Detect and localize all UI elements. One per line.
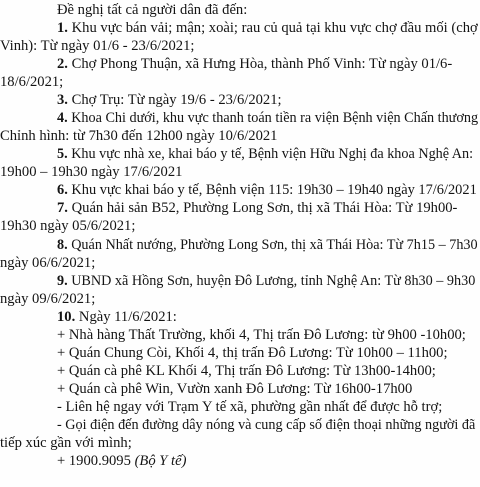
item-number: 10. [57,308,76,325]
item-number: 7. [57,200,68,217]
item-text: Quán Nhất nướng, Phường Long Sơn, thị xã Thái Hòa: Từ 7h15 – 7h30 [71,236,478,253]
item-text-continuation: 19h00 – 19h30 ngày 17/6/2021 [0,164,183,181]
item-number: 8. [57,236,68,253]
list-item-3 [57,90,282,110]
item-text: Khoa Chi dưới, khu vực thanh toán tiền ra viện Bệnh viện Chấn thương [71,110,479,127]
sub-item-1: + Nhà hàng Thất Trường, khối 4, Thị trấn Đô Lương: từ 9h00 -10h00; [57,326,466,343]
hotline-number: + 1900.9095 [57,452,131,469]
item-number: 9. [57,272,68,289]
item-text: Chợ Phong Thuận, xã Hưng Hòa, thành Phố Vinh: Từ ngày 01/6- [71,56,453,73]
item-text-continuation: ngày 06/6/2021; [0,254,96,271]
advice-item-2: - Gọi điện đến đường dây nóng và cung cấp số điện thoại những người đã [57,416,476,433]
item-number: 6. [57,182,68,199]
item-text-continuation: Vinh): Từ ngày 01/6 - 23/6/2021; [0,38,195,55]
item-number: 2. [57,56,68,73]
list-item-4 [57,108,478,128]
item-text: Khu vực nhà xe, khai báo y tế, Bệnh viện Hữu Nghị đa khoa Nghệ An: [71,146,474,163]
list-item-5 [57,144,473,164]
item-number: 4. [57,110,68,127]
list-item-6 [57,180,477,200]
advice-item-2-continuation: tiếp xúc gần với mình; [0,434,132,451]
item-number: 1. [57,20,68,37]
intro-text: Đề nghị tất cả người dân đã đến: [57,2,248,18]
item-number: 3. [57,92,68,109]
list-item-10 [57,307,177,327]
hotline-source: (Bộ Y tế) [134,452,187,469]
item-text: Quán hải sản B52, Phường Long Sơn, thị xã Thái Hòa: Từ 19h00- [71,200,458,217]
sub-item-4: + Quán cà phê Win, Vườn xanh Đô Lương: Từ 16h00-17h00 [57,380,413,397]
item-text-continuation: 18/6/2021; [0,74,64,91]
item-text: Chợ Trụ: Từ ngày 19/6 - 23/6/2021; [71,92,282,109]
list-item-1 [57,18,478,38]
item-text: Ngày 11/6/2021: [78,308,177,325]
sub-item-2: + Quán Chung Còi, Khối 4, thị trấn Đô Lương: Từ 10h00 – 11h00; [57,344,448,361]
list-item-8 [57,235,478,255]
item-text: UBND xã Hồng Sơn, huyện Đô Lương, tỉnh Nghệ An: Từ 8h30 – 9h30 [71,272,476,289]
item-text: Khu vực bán vải; mận; xoài; rau củ quả tại khu vực chợ đầu mối (chợ [71,20,478,37]
list-item-7 [57,198,457,218]
list-item-2 [57,54,452,74]
item-text-continuation: ngày 09/6/2021; [0,290,96,307]
sub-item-3: + Quán cà phê KL Khối 4, Thị trấn Đô Lương: Từ 13h00-14h00; [57,362,436,379]
item-text: Khu vực khai báo y tế, Bệnh viện 115: 19h30 – 19h40 ngày 17/6/2021 [71,182,477,199]
hotline [57,451,186,471]
item-text-continuation: 19h30 ngày 05/6/2021; [0,218,136,235]
item-text-continuation: Chỉnh hình: từ 7h30 đến 12h00 ngày 10/6/2021 [0,128,278,145]
item-number: 5. [57,146,68,163]
advice-item-1: - Liên hệ ngay với Trạm Y tế xã, phường gần nhất để được hỗ trợ; [57,398,443,415]
list-item-9 [57,271,475,291]
